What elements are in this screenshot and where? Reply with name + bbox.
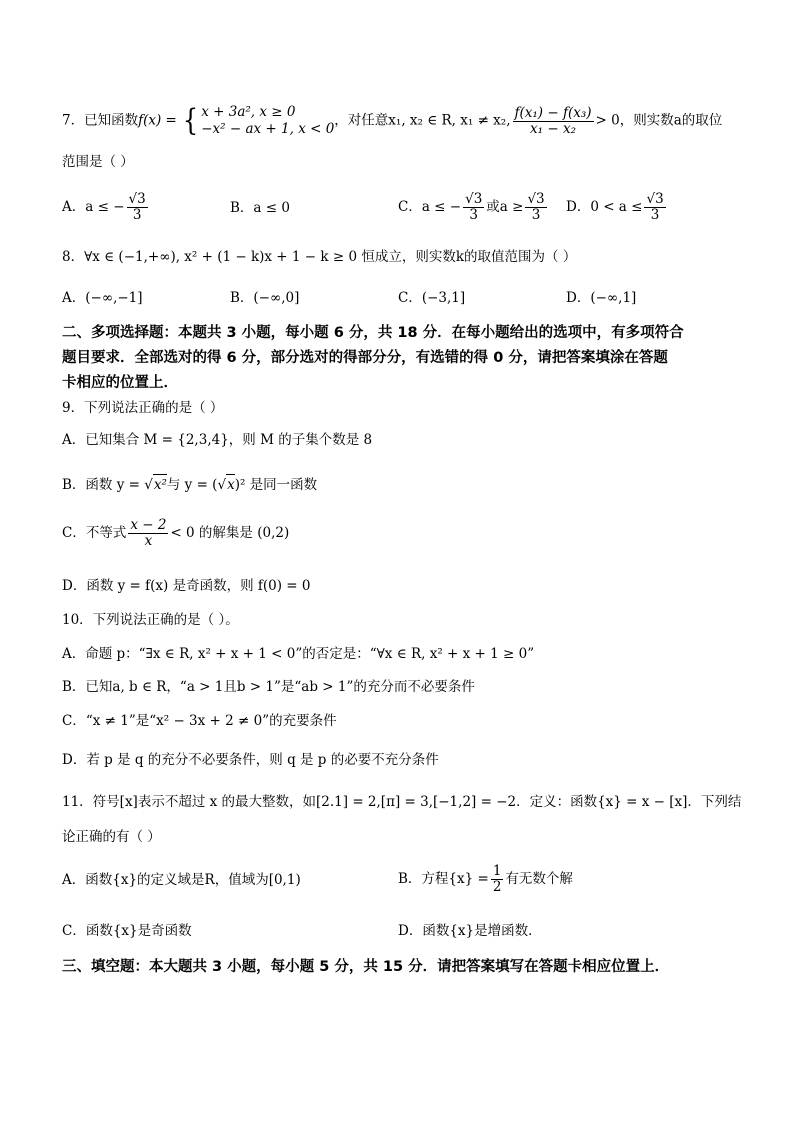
q7-option-d[interactable]: D．0 < a ≤ $\frac{√3}{3}$	[566, 191, 664, 223]
q8-option-b[interactable]: B．(−∞,0]	[230, 290, 300, 306]
section2-heading-line2: 题目要求．全部选对的得 6 分，部分选对的得部分分，有选错的得 0 分，请把答案填涂在答题	[62, 350, 668, 366]
q10-stem: 10．下列说法正确的是（ ）。	[62, 612, 239, 628]
q10-option-b[interactable]: B．已知a, b ∈ R，“a > 1且b > 1”是“ab > 1”的充分而不必要条件	[62, 679, 475, 695]
q7-piecewise	[201, 104, 334, 138]
sqrt-icon: √	[217, 477, 227, 493]
q11-stem-line1: 11．符号[x]表示不超过 x 的最大整数，如[2.1] = 2,[π] = 3,[−1,2] = −2．定义：函数{x} = x − [x]．下列结	[62, 794, 742, 810]
q10-option-a[interactable]: A．命题 p：“∃x ∈ R, x² + x + 1 < 0”的否定是：“∀x ∈ R, x² + x + 1 ≥ 0”	[62, 646, 535, 662]
q8-option-a[interactable]: A．(−∞,−1]	[62, 290, 143, 306]
q9-option-c-fraction: $\frac{x - 2}{x}$	[130, 517, 167, 549]
sqrt-icon: √	[144, 477, 153, 493]
q7-stem-suffix: > 0，则实数a的取位	[595, 112, 723, 129]
q8-option-d[interactable]: D．(−∞,1]	[566, 290, 637, 306]
q9-option-c[interactable]: C．不等式 $\frac{x - 2}{x}$ < 0 的解集是 (0,2)	[62, 517, 290, 549]
q9-option-b[interactable]: B．函数 y = √x²与 y = (√x)² 是同一函数	[62, 474, 317, 495]
q7-fraction: $\frac{\text{f(x₁) − f(x₃)}}{\text{x₁ − x₂}}$	[514, 104, 592, 137]
q7-stem-prefix: 7．已知函数	[62, 112, 139, 129]
q11-option-d[interactable]: D．函数{x}是增函数．	[398, 923, 542, 939]
q7-stem-middle: ，对任意x₁, x₂ ∈ R, x₁ ≠ x₂,	[334, 112, 511, 129]
q10-option-d[interactable]: D．若 p 是 q 的充分不必要条件，则 q 是 p 的必要不充分条件	[62, 752, 439, 768]
q7-brace: {	[183, 103, 199, 138]
q9-option-d[interactable]: D．函数 y = f(x) 是奇函数，则 f(0) = 0	[62, 578, 311, 594]
q9-option-a[interactable]: A．已知集合 M = {2,3,4}，则 M 的子集个数是 8	[62, 432, 373, 448]
q7-option-c[interactable]: C．a ≤ − $\frac{√3}{3}$ 或a ≥ $\frac{√3}{3}$	[398, 191, 545, 223]
q7-option-b[interactable]: B．a ≤ 0	[230, 200, 290, 216]
q7-case-1: x + 3a², x ≥ 0	[201, 104, 296, 120]
q7-stem-line2: 范围是（ ）	[62, 154, 134, 170]
q7-stem	[62, 104, 722, 138]
section2-heading-line1: 二、多项选择题：本题共 3 小题，每小题 6 分，共 18 分．在每小题给出的选项中，有多项符合	[62, 325, 684, 341]
q11-stem-line2: 论正确的有（ ）	[62, 829, 161, 845]
q7-option-a-fraction: $\frac{√3}{3}$	[128, 191, 146, 223]
q10-option-c[interactable]: C．“x ≠ 1”是“x² − 3x + 2 ≠ 0”的充要条件	[62, 713, 337, 729]
q7-function-name: f(x) =	[138, 112, 182, 129]
q11-option-c[interactable]: C．函数{x}是奇函数	[62, 923, 192, 939]
q9-stem: 9．下列说法正确的是（ ）	[62, 400, 224, 416]
q8-stem: 8．∀x ∈ (−1,+∞), x² + (1 − k)x + 1 − k ≥ 0 恒成立，则实数k的取值范围为（ ）	[62, 249, 577, 265]
q11-option-b[interactable]: B．方程{x} = $\frac{1}{2}$ 有无数个解	[398, 863, 573, 895]
q8-option-c[interactable]: C．(−3,1]	[398, 290, 466, 306]
q11-option-a[interactable]: A．函数{x}的定义域是R，值域为[0,1)	[62, 872, 301, 888]
section3-heading: 三、填空题：本大题共 3 小题，每小题 5 分，共 15 分．请把答案填写在答题卡相应位置上．	[62, 959, 670, 975]
q7-option-a[interactable]: A．a ≤ − $\frac{√3}{3}$	[62, 191, 146, 223]
q11-option-b-fraction: $\frac{1}{2}$	[492, 863, 502, 895]
q7-case-2: −x² − ax + 1, x < 0	[201, 121, 335, 137]
section2-heading-line3: 卡相应的位置上．	[62, 375, 178, 391]
